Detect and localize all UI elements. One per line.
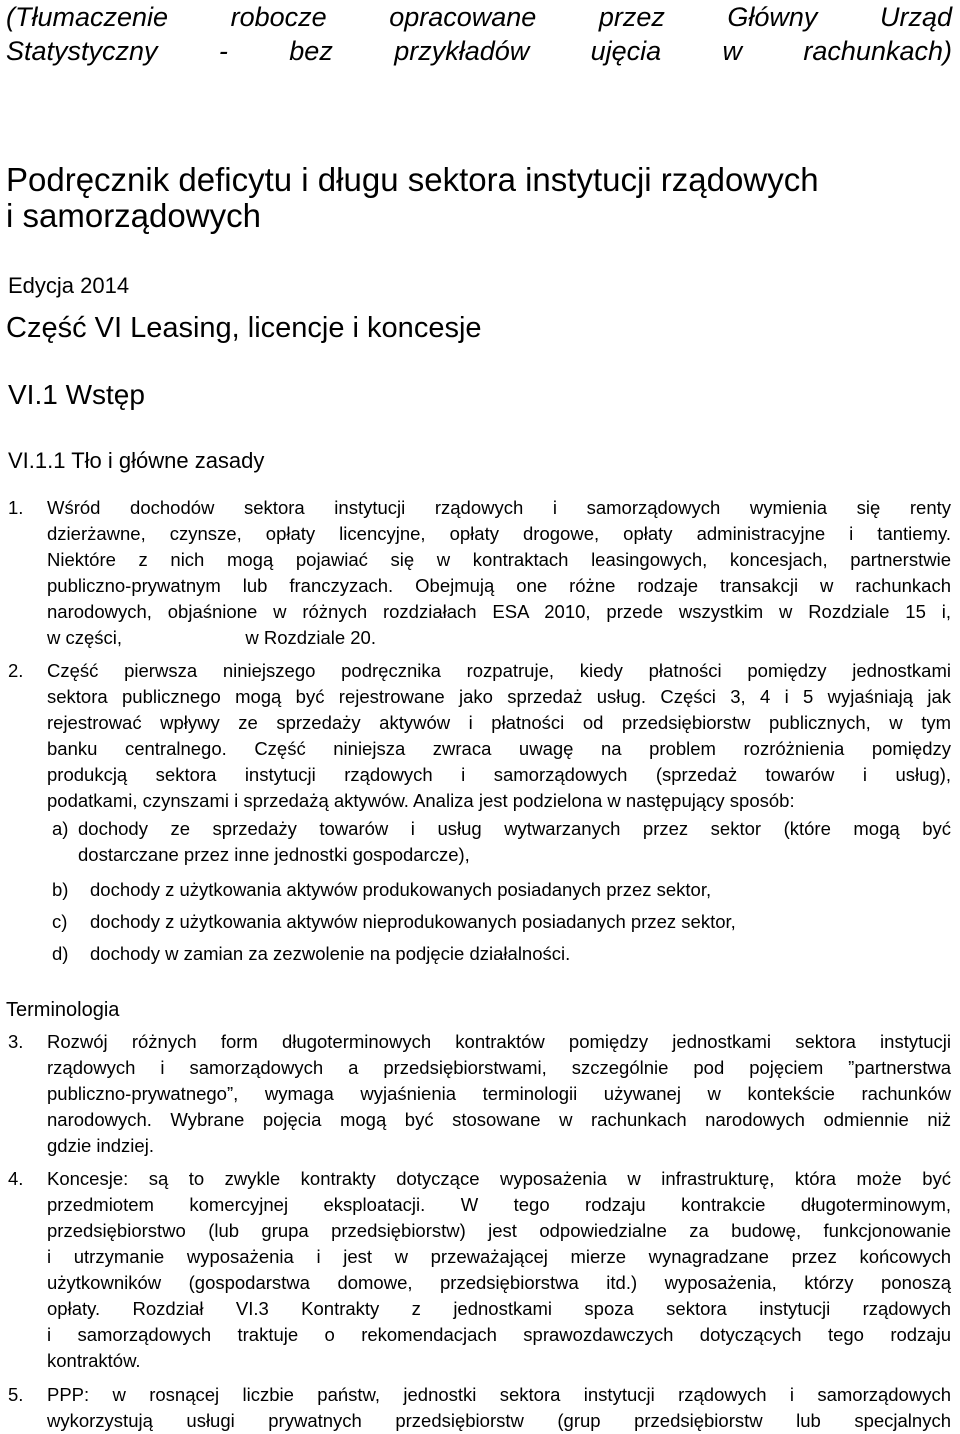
text-line: dzierżawne, czynsze, opłaty licencyjne, opłaty drogowe, opłaty administracyjne i tantiemy. bbox=[47, 523, 951, 544]
list-item bbox=[52, 909, 951, 935]
list-item-text: dochody w zamian za zezwolenie na podjęcie działalności. bbox=[90, 943, 571, 964]
text-line: Koncesje: są to zwykle kontrakty dotyczące wyposażenia w infrastrukturę, która może być bbox=[47, 1168, 951, 1189]
paragraph-3 bbox=[8, 1029, 951, 1159]
text-line: publiczno-prywatnego”, wymaga wyjaśnienia terminologii używanej w kontekście rachunków bbox=[47, 1083, 951, 1104]
translation-note bbox=[6, 0, 952, 68]
translation-note-line: Statystyczny - bez przykładów ujęcia w rachunkach) bbox=[6, 36, 952, 66]
paragraph-text bbox=[47, 1029, 951, 1159]
text-line: produkcją sektora instytucji rządowych i samorządowych (sprzedaż towarów i usług), bbox=[47, 764, 951, 785]
terminology-heading: Terminologia bbox=[6, 999, 120, 1021]
paragraph-number: 4. bbox=[8, 1168, 24, 1189]
text-line: PPP: w rosnącej liczbie państw, jednostki sektora instytucji rządowych i samorządowych bbox=[47, 1384, 951, 1405]
paragraph-number: 3. bbox=[8, 1031, 24, 1052]
paragraph-text bbox=[47, 1166, 951, 1374]
document-title-line: Podręcznik deficytu i długu sektora instytucji rządowych bbox=[6, 161, 819, 198]
paragraph-number: 5. bbox=[8, 1384, 24, 1405]
list-item bbox=[52, 877, 951, 903]
analysis-list bbox=[52, 816, 951, 967]
text-line: narodowych, objaśnione w różnych rozdziałach ESA 2010, przede wszystkim w Rozdziale 15 i, bbox=[47, 601, 951, 622]
paragraph-5 bbox=[8, 1382, 951, 1434]
section-title: VI.1 Wstęp bbox=[8, 379, 145, 410]
paragraph-text bbox=[47, 1382, 951, 1434]
text-line: dochody ze sprzedaży towarów i usług wytwarzanych przez sektor (które mogą być bbox=[78, 818, 951, 839]
edition-label: Edycja 2014 bbox=[8, 273, 130, 298]
document-title-line: i samorządowych bbox=[6, 197, 261, 234]
text-line: w części, w Rozdziale 20. bbox=[47, 627, 376, 648]
translation-note-line: (Tłumaczenie robocze opracowane przez Główny Urząd bbox=[6, 2, 952, 32]
text-line: Rozwój różnych form długoterminowych kontraktów pomiędzy jednostkami sektora instytucji bbox=[47, 1031, 951, 1052]
text-line: narodowych. Wybrane pojęcia mogą być stosowane w rachunkach narodowych odmiennie niż bbox=[47, 1109, 951, 1130]
list-item-marker: c) bbox=[52, 911, 68, 932]
list-item-marker: b) bbox=[52, 879, 69, 900]
list-item bbox=[52, 816, 951, 870]
list-item-text bbox=[78, 816, 951, 868]
paragraph-text bbox=[47, 495, 951, 651]
text-line: gdzie indziej. bbox=[47, 1135, 154, 1156]
text-line: Wśród dochodów sektora instytucji rządowych i samorządowych wymienia się renty bbox=[47, 497, 951, 518]
paragraph-1 bbox=[8, 495, 951, 651]
text-line: rządowych i samorządowych a przedsiębiorstwami, szczególnie pod pojęciem ”partnerstwa bbox=[47, 1057, 951, 1078]
text-line: Część pierwsza niniejszego podręcznika rozpatruje, kiedy płatności pomiędzy jednostkami bbox=[47, 660, 951, 681]
text-line: Niektóre z nich mogą pojawiać się w kontraktach leasingowych, koncesjach, partnerstwie bbox=[47, 549, 951, 570]
text-line: kontraktów. bbox=[47, 1350, 141, 1371]
list-item-text: dochody z użytkowania aktywów nieprodukowanych posiadanych przez sektor, bbox=[90, 911, 736, 932]
text-line: i samorządowych traktuje o rekomendacjach sprawozdawczych dotyczących tego rodzaju bbox=[47, 1324, 951, 1345]
text-line: banku centralnego. Część niniejsza zwraca uwagę na problem rozróżnienia pomiędzy bbox=[47, 738, 951, 759]
paragraph-number: 1. bbox=[8, 497, 24, 518]
part-title: Część VI Leasing, licencje i koncesje bbox=[6, 312, 482, 344]
text-line: podatkami, czynszami i sprzedażą aktywów. Analiza jest podzielona w następujący sposób: bbox=[47, 790, 795, 811]
text-line: wykorzystują usługi prywatnych przedsiębiorstw (grup przedsiębiorstw lub specjalnych bbox=[47, 1410, 951, 1431]
paragraph-4 bbox=[8, 1166, 951, 1374]
list-item bbox=[52, 941, 951, 967]
paragraph-number: 2. bbox=[8, 660, 24, 681]
text-line: użytkowników (gospodarstwa domowe, przedsiębiorstwa itd.) wyposażenia, którzy ponoszą bbox=[47, 1272, 951, 1293]
text-line: przedsiębiorstwo (lub grupa przedsiębiorstw) jest odpowiedzialne za budowę, funkcjonowanie bbox=[47, 1220, 951, 1241]
text-line: sektora publicznego mogą być rejestrowane jako sprzedaż usług. Części 3, 4 i 5 wyjaśniają jak bbox=[47, 686, 951, 707]
paragraph-text bbox=[47, 658, 951, 814]
list-item-marker: a) bbox=[52, 818, 69, 839]
text-line: i utrzymanie wyposażenia i jest w przeważającej mierze wynagradzane przez końcowych bbox=[47, 1246, 951, 1267]
text-line: dostarczane przez inne jednostki gospodarcze), bbox=[78, 844, 470, 865]
text-line: publiczno-prywatnym lub franczyzach. Obejmują one różne rodzaje transakcji w rachunkach bbox=[47, 575, 951, 596]
text-line: przedmiotem komercyjnej eksploatacji. W tego rodzaju kontrakcie długoterminowym, bbox=[47, 1194, 951, 1215]
list-item-text: dochody z użytkowania aktywów produkowanych posiadanych przez sektor, bbox=[90, 879, 712, 900]
paragraph-2 bbox=[8, 658, 951, 814]
text-line: rejestrować wpływy ze sprzedaży aktywów i płatności od przedsiębiorstw publicznych, w tym bbox=[47, 712, 951, 733]
subsection-title: VI.1.1 Tło i główne zasady bbox=[8, 448, 265, 473]
document-title bbox=[6, 162, 819, 234]
list-item-marker: d) bbox=[52, 943, 69, 964]
text-line: opłaty. Rozdział VI.3 Kontrakty z jednostkami spoza sektora instytucji rządowych bbox=[47, 1298, 951, 1319]
